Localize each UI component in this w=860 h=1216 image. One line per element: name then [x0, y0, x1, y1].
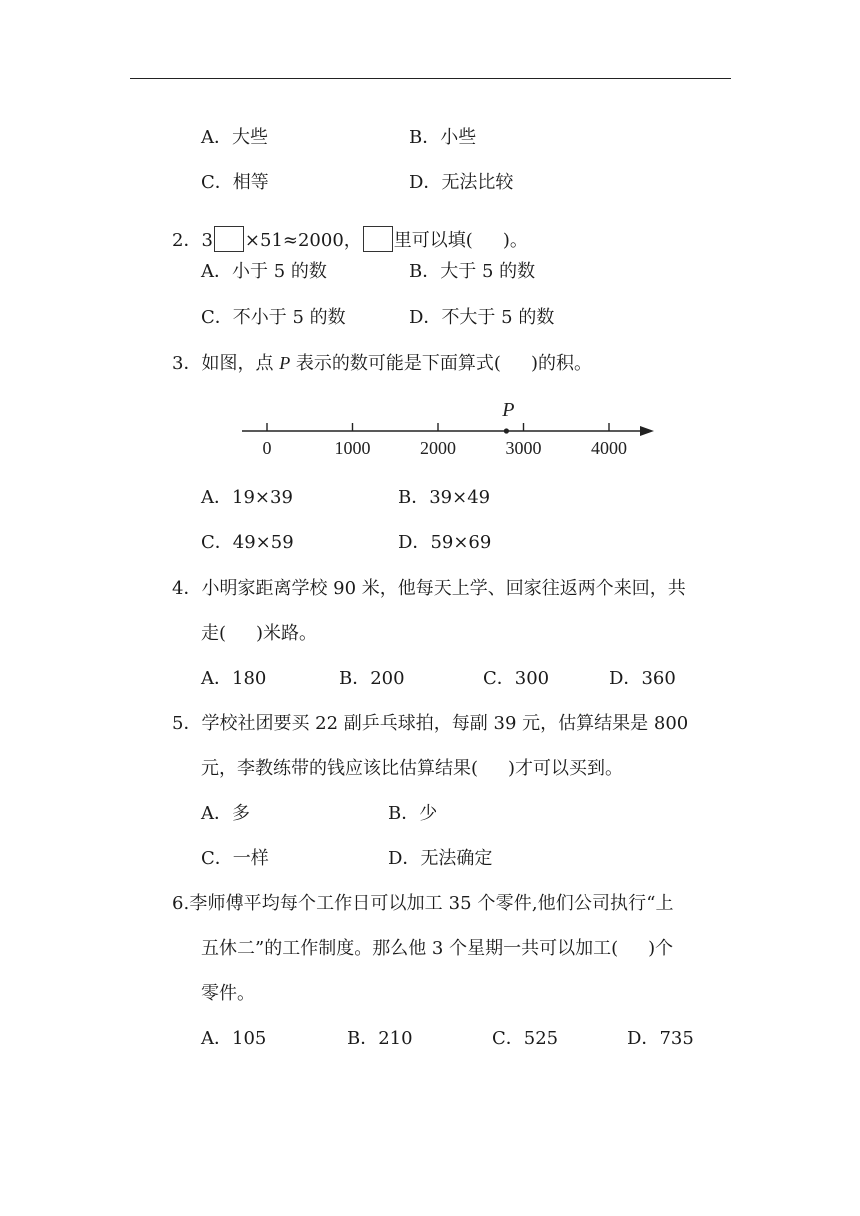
q3-text-before: 如图，点 — [201, 353, 280, 374]
q3-option-d[interactable] — [398, 531, 491, 555]
option-letter: D． — [627, 1028, 660, 1049]
number-line — [230, 392, 670, 472]
point-p-label: P — [502, 399, 515, 421]
q2-option-d[interactable] — [409, 306, 554, 330]
q4-text-line2a: 走( — [201, 623, 227, 644]
q4-stem-line2 — [201, 622, 317, 646]
number-line-tick-label: 1000 — [334, 438, 371, 458]
q2-option-b[interactable] — [409, 260, 535, 284]
option-letter: A． — [201, 261, 232, 282]
option-letter: A． — [201, 1028, 232, 1049]
option-text: 210 — [378, 1028, 413, 1049]
option-text: 735 — [659, 1028, 694, 1049]
option-text: 小于 5 的数 — [232, 261, 327, 282]
option-letter: D． — [609, 668, 642, 689]
option-text: 39×49 — [429, 487, 491, 508]
q6-option-d[interactable] — [627, 1027, 694, 1051]
option-text: 相等 — [232, 172, 269, 193]
option-text: 大些 — [232, 127, 268, 148]
option-letter: A． — [201, 803, 232, 824]
q6-option-a[interactable] — [201, 1027, 266, 1051]
option-text: 300 — [514, 668, 550, 689]
q6-stem-line2 — [201, 937, 673, 961]
number-line-arrow — [640, 426, 654, 436]
option-text: 不大于 5 的数 — [441, 307, 555, 328]
q5-option-b[interactable] — [388, 802, 437, 826]
option-letter: A． — [201, 487, 232, 508]
q3-option-c[interactable] — [201, 531, 294, 555]
option-text: 180 — [232, 668, 267, 689]
q4-option-b[interactable] — [339, 667, 405, 691]
option-letter: C． — [201, 172, 233, 193]
point-p-dot — [504, 428, 509, 433]
option-letter: A． — [201, 127, 232, 148]
option-text: 19×39 — [232, 487, 293, 508]
option-text: 多 — [232, 803, 250, 824]
option-text: 无法确定 — [420, 848, 493, 869]
q3-variable: P — [279, 353, 291, 373]
q6-text-line2a: 五休二”的工作制度。那么他 3 个星期一共可以加工( — [201, 938, 619, 959]
q3-option-b[interactable] — [398, 486, 490, 510]
option-text: 59×69 — [430, 532, 492, 553]
option-letter: D． — [409, 172, 442, 193]
q5-text-line1: 学校社团要买 22 副乒乓球拍，每副 39 元，估算结果是 800 — [201, 713, 689, 734]
option-letter: C． — [483, 668, 515, 689]
header-rule — [130, 78, 731, 79]
option-letter: C． — [201, 848, 233, 869]
q2-number: 2． — [172, 230, 202, 251]
q4-text-line2b: )米路。 — [256, 623, 318, 644]
number-line-tick-label: 0 — [262, 438, 272, 458]
q6-option-c[interactable] — [492, 1027, 558, 1051]
q4-option-d[interactable] — [609, 667, 676, 691]
q6-number: 6. — [172, 893, 190, 914]
q3-stem — [172, 351, 592, 376]
q4-number: 4． — [172, 578, 202, 599]
option-letter: C． — [201, 532, 233, 553]
q5-stem-line1 — [172, 712, 688, 736]
option-letter: C． — [492, 1028, 524, 1049]
q2-end: )。 — [502, 230, 528, 251]
option-text: 大于 5 的数 — [440, 261, 536, 282]
q2-answer-box[interactable] — [363, 226, 393, 252]
q2-middle: ×51≈2000， — [244, 230, 362, 251]
q3-number: 3． — [172, 353, 202, 374]
option-text: 小些 — [440, 127, 477, 148]
number-line-tick-label: 3000 — [505, 438, 542, 458]
q1-option-a[interactable] — [201, 126, 268, 150]
q6-text-line2b: )个 — [648, 938, 674, 959]
q2-option-a[interactable] — [201, 260, 327, 284]
q1-option-c[interactable] — [201, 171, 269, 195]
q4-stem-line1 — [172, 577, 686, 601]
option-letter: C． — [201, 307, 233, 328]
option-text: 49×59 — [232, 532, 294, 553]
option-text: 一样 — [232, 848, 269, 869]
option-text: 少 — [419, 803, 438, 824]
q5-option-c[interactable] — [201, 847, 269, 871]
q6-stem-line1 — [172, 892, 674, 916]
number-line-tick-label: 2000 — [420, 438, 456, 458]
q6-text-line1: 李师傅平均每个工作日可以加工 35 个零件,他们公司执行“上 — [189, 893, 674, 914]
q6-stem-line3 — [201, 982, 255, 1006]
q6-text-line3: 零件。 — [201, 983, 255, 1004]
option-letter: B． — [347, 1028, 379, 1049]
option-letter: B． — [339, 668, 371, 689]
q3-text-after: 表示的数可能是下面算式( — [290, 353, 501, 374]
q2-suffix: 里可以填( — [393, 230, 473, 251]
q4-option-c[interactable] — [483, 667, 549, 691]
q2-option-c[interactable] — [201, 306, 346, 330]
option-text: 200 — [370, 668, 405, 689]
option-text: 无法比较 — [441, 172, 514, 193]
option-letter: B． — [409, 127, 441, 148]
q4-text-line1: 小明家距离学校 90 米，他每天上学、回家往返两个来回，共 — [201, 578, 686, 599]
q1-option-d[interactable] — [409, 171, 513, 195]
q6-option-b[interactable] — [347, 1027, 413, 1051]
q3-end: )的积。 — [530, 353, 592, 374]
q3-option-a[interactable] — [201, 486, 293, 510]
option-text: 360 — [641, 668, 676, 689]
q5-option-d[interactable] — [388, 847, 492, 871]
q2-prefix: 3 — [201, 230, 213, 251]
option-letter: D． — [398, 532, 431, 553]
option-letter: B． — [388, 803, 420, 824]
option-letter: D． — [409, 307, 442, 328]
option-text: 525 — [523, 1028, 559, 1049]
q5-option-a[interactable] — [201, 802, 250, 826]
option-letter: D． — [388, 848, 421, 869]
q5-text-line2b: )才可以买到。 — [508, 758, 624, 779]
q2-digit-box[interactable] — [214, 226, 244, 252]
q5-text-line2a: 元，李教练带的钱应该比估算结果( — [201, 758, 479, 779]
q5-stem-line2 — [201, 757, 623, 781]
q5-number: 5． — [172, 713, 202, 734]
q2-stem — [172, 226, 528, 253]
q1-option-b[interactable] — [409, 126, 476, 150]
q4-option-a[interactable] — [201, 667, 266, 691]
option-text: 105 — [232, 1028, 267, 1049]
option-letter: B． — [409, 261, 441, 282]
number-line-tick-label: 4000 — [591, 438, 627, 458]
option-letter: A． — [201, 668, 232, 689]
option-letter: B． — [398, 487, 430, 508]
option-text: 不小于 5 的数 — [232, 307, 346, 328]
